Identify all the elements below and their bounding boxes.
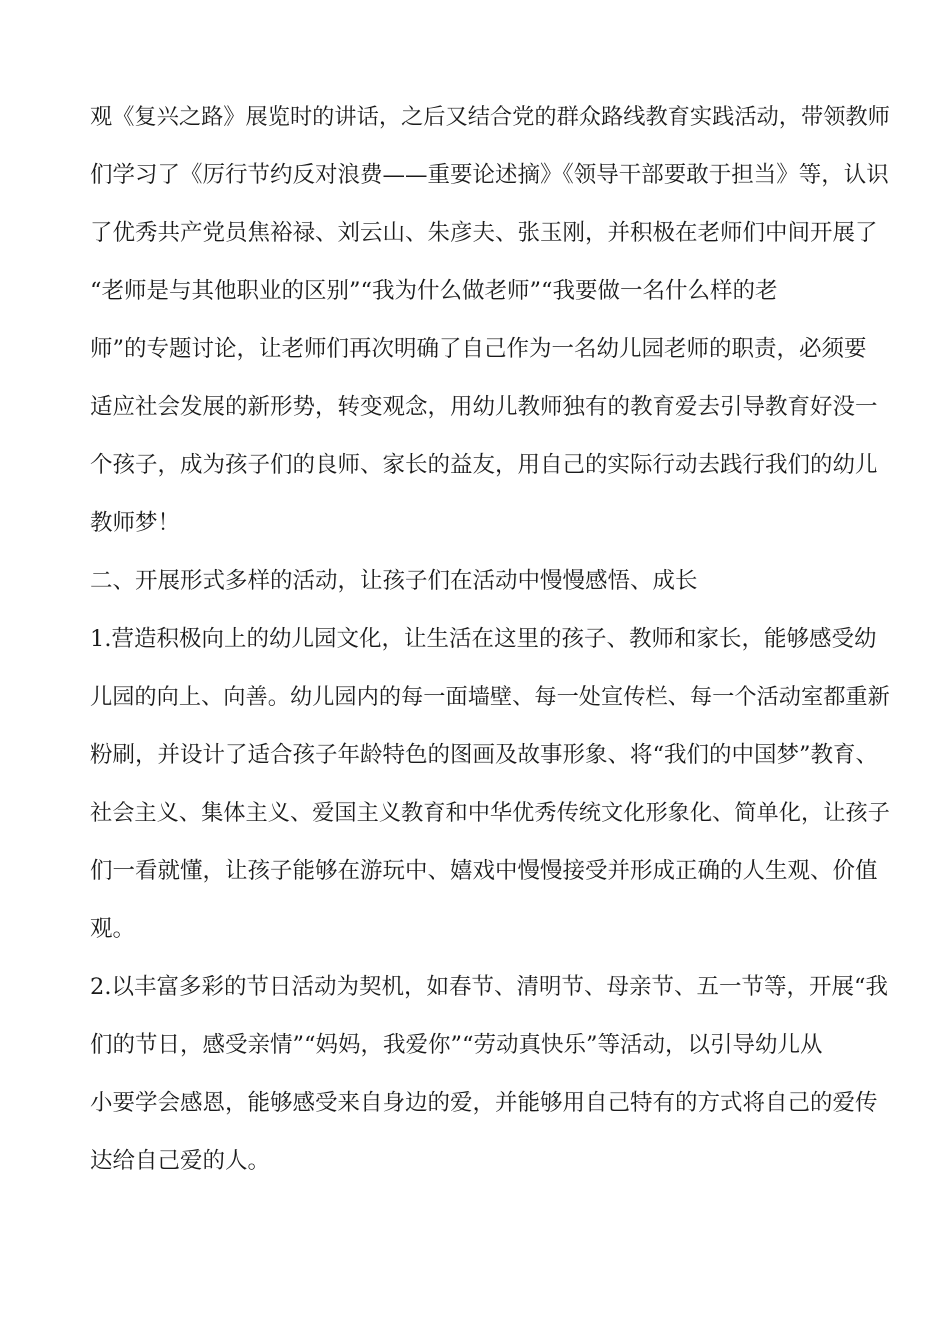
text-line-15: 观。 bbox=[90, 916, 136, 942]
text-line-17: 们的节日，感受亲情”“妈妈，我爱你”“劳动真快乐”等活动，以引导幼儿从 bbox=[90, 1032, 823, 1058]
text-line-8: 教师梦！ bbox=[90, 510, 181, 536]
text-line-4: “老师是与其他职业的区别”“我为什么做老师”“我要做一名什么样的老 bbox=[90, 278, 778, 304]
text-line-18: 小要学会感恩，能够感受来自身边的爱，并能够用自己特有的方式将自己的爱传 bbox=[90, 1090, 878, 1116]
text-line-14: 们一看就懂，让孩子能够在游玩中、嬉戏中慢慢接受并形成正确的人生观、价值 bbox=[90, 858, 878, 884]
text-line-5: 师”的专题讨论，让老师们再次明确了自己作为一名幼儿园老师的职责，必须要 bbox=[90, 336, 867, 362]
text-line-13: 社会主义、集体主义、爱国主义教育和中华优秀传统文化形象化、简单化，让孩子 bbox=[90, 800, 890, 826]
text-line-12: 粉刷，并设计了适合孩子年龄特色的图画及故事形象、将“我们的中国梦”教育、 bbox=[90, 742, 879, 768]
text-line-7: 个孩子，成为孩子们的良师、家长的益友，用自己的实际行动去践行我们的幼儿 bbox=[90, 452, 878, 478]
text-line-6: 适应社会发展的新形势，转变观念，用幼儿教师独有的教育爱去引导教育好没一 bbox=[90, 394, 878, 420]
section-heading: 二、开展形式多样的活动，让孩子们在活动中慢慢感悟、成长 bbox=[90, 568, 698, 594]
text-line-16: 2.以丰富多彩的节日活动为契机，如春节、清明节、母亲节、五一节等，开展“我 bbox=[90, 974, 888, 1000]
text-line-3: 了优秀共产党员焦裕禄、刘云山、朱彦夫、张玉刚，并积极在老师们中间开展了 bbox=[90, 220, 878, 246]
text-line-19: 达给自己爱的人。 bbox=[90, 1148, 271, 1174]
document-body bbox=[90, 88, 890, 1190]
text-line-10: 1.营造积极向上的幼儿园文化，让生活在这里的孩子、教师和家长，能够感受幼 bbox=[90, 626, 877, 652]
text-line-11: 儿园的向上、向善。幼儿园内的每一面墙壁、每一处宣传栏、每一个活动室都重新 bbox=[90, 684, 890, 710]
text-line-1: 观《复兴之路》展览时的讲话，之后又结合党的群众路线教育实践活动，带领教师 bbox=[90, 104, 890, 130]
text-line-2: 们学习了《厉行节约反对浪费——重要论述摘》《领导干部要敢于担当》等，认识 bbox=[90, 162, 889, 188]
